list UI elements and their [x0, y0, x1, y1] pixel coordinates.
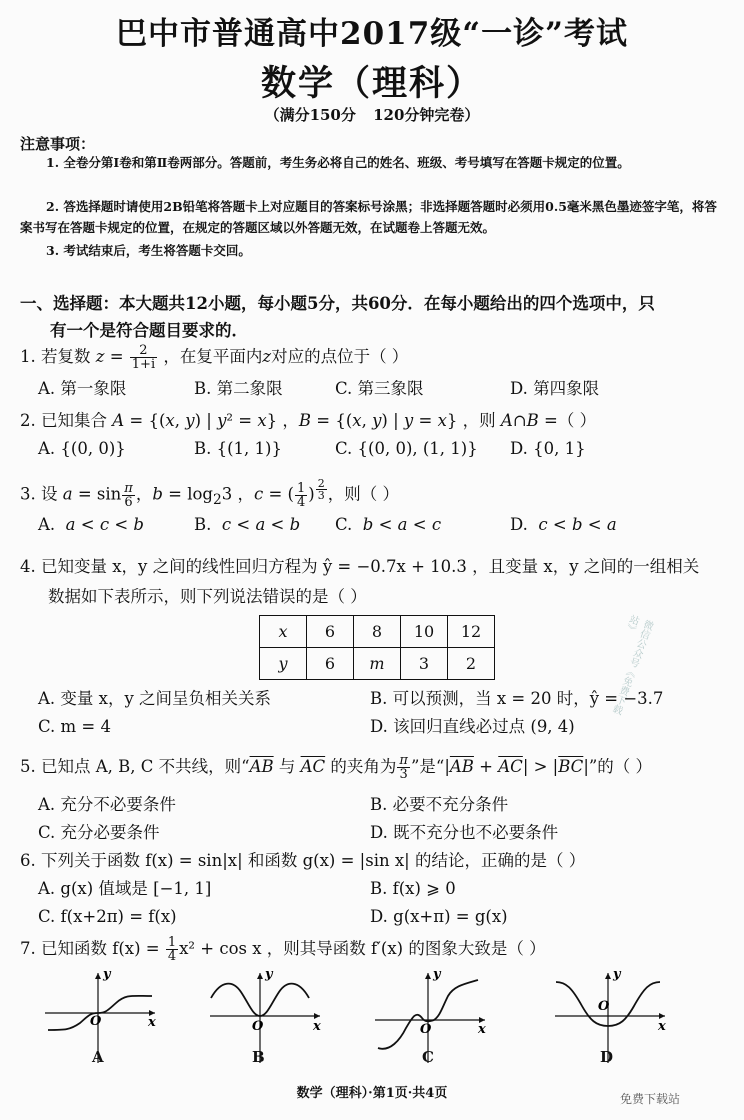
- q5-option-b: B. 必要不充分条件: [370, 795, 509, 814]
- table-row: [260, 648, 495, 680]
- watermark-text: 免费下载站: [620, 1092, 681, 1106]
- table-cell: 12: [448, 616, 495, 648]
- q5-text-a: 5. 已知点 A, B, C 不共线，则“: [20, 757, 250, 776]
- svg-text:y: y: [265, 968, 273, 982]
- q1-option-b: B. 第二象限: [194, 379, 283, 398]
- q7-graph-b: [205, 968, 325, 1068]
- q4-option-d: D. 该回归直线必过点 (9, 4): [370, 717, 575, 736]
- q3-option-a: A. a < c < b: [38, 515, 144, 534]
- section-line-2: 有一个是符合题目要求的．: [50, 321, 248, 340]
- q5-text-c: ”的（ ）: [588, 757, 653, 776]
- section-heading: [20, 290, 730, 344]
- table-cell: m: [354, 648, 401, 680]
- q2-option-d: D. {0, 1}: [510, 439, 586, 458]
- q5-option-c: C. 充分必要条件: [38, 823, 160, 842]
- table-cell: 3: [401, 648, 448, 680]
- q3-option-c: C. b < a < c: [335, 515, 442, 534]
- q7-graph-label-d: D: [600, 1048, 614, 1066]
- exam-subject: 数学（理科）: [260, 63, 483, 104]
- q5-text-b: ”是“: [410, 757, 445, 776]
- q7-graph-label-b: B: [252, 1048, 265, 1066]
- svg-text:y: y: [433, 968, 441, 982]
- svg-text:x: x: [148, 1015, 156, 1030]
- svg-text:y: y: [103, 968, 111, 982]
- q4-option-a: A. 变量 x，y 之间呈负相关关系: [38, 689, 272, 708]
- q2-option-b: B. {(1, 1)}: [194, 439, 282, 458]
- q5-option-a: A. 充分不必要条件: [38, 795, 176, 814]
- page-footer: 数学（理科）·第1页·共4页: [296, 1086, 448, 1101]
- q7-text-b: x² + cos x ，则其导函数 f′(x) 的图象大致是（ ）: [179, 939, 546, 958]
- svg-text:y: y: [613, 968, 621, 982]
- svg-text:O: O: [420, 1022, 432, 1037]
- question-7: 7. 已知函数 f(x) = $\frac{1}{4}$ x² + cos x ，则其导函数 f′(x) 的图象大致是（ ）: [20, 935, 546, 964]
- q2-option-a: A. {(0, 0)}: [38, 439, 126, 458]
- q4-data-table: [259, 615, 495, 680]
- section-line-1: 一、选择题：本大题共12小题，每小题5分，共60分．在每小题给出的四个选项中，只: [20, 294, 655, 313]
- svg-text:O: O: [90, 1014, 102, 1029]
- notice-heading: 注意事项：: [20, 135, 96, 153]
- question-4-line-2: 数据如下表所示，则下列说法错误的是（ ）: [48, 587, 367, 606]
- q1-text-c: 对应的点位于（ ）: [271, 347, 409, 366]
- notice-item-1: 1. 全卷分第Ⅰ卷和第Ⅱ卷两部分。答题前，考生务必将自己的姓名、班级、考号填写在答题卡规定的位置。: [46, 155, 630, 170]
- q6-option-b: B. f(x) ⩾ 0: [370, 879, 456, 898]
- table-row: [260, 616, 495, 648]
- exam-title: 巴中市普通高中2017级“一诊”考试: [116, 16, 628, 52]
- q1-text-b: ，在复平面内: [163, 347, 263, 366]
- question-4-line-1: 4. 已知变量 x，y 之间的线性回归方程为 ŷ = −0.7x + 10.3 ，且变量 x，y 之间的一组相关: [20, 557, 700, 576]
- q7-graph-label-c: C: [422, 1048, 434, 1066]
- q2-option-c: C. {(0, 0), (1, 1)}: [335, 439, 478, 458]
- q4-option-c: C. m = 4: [38, 717, 111, 736]
- q7-text-a: 7. 已知函数 f(x) =: [20, 939, 165, 958]
- q1-text-a: 1. 若复数: [20, 347, 91, 366]
- table-cell: 6: [307, 616, 354, 648]
- table-header-x: x: [260, 616, 307, 648]
- q6-option-c: C. f(x+2π) = f(x): [38, 907, 177, 926]
- question-2: 2. 已知集合 A = {(x, y) | y² = x} ，B = {(x, y) | y = x} ，则 A∩B =（ ）: [20, 411, 597, 430]
- q4-option-b: B. 可以预测，当 x = 20 时，ŷ = −3.7: [370, 689, 664, 708]
- table-header-y: y: [260, 648, 307, 680]
- q3-option-d: D. c < b < a: [510, 515, 617, 534]
- q1-option-d: D. 第四象限: [510, 379, 600, 398]
- svg-text:x: x: [313, 1019, 321, 1034]
- q6-option-a: A. g(x) 值域是 [−1, 1]: [38, 879, 212, 898]
- svg-text:x: x: [478, 1022, 486, 1037]
- q5-option-d: D. 既不充分也不必要条件: [370, 823, 559, 842]
- q3-option-b: B. c < a < b: [194, 515, 301, 534]
- question-6: 6. 下列关于函数 f(x) = sin|x| 和函数 g(x) = |sin x| 的结论，正确的是（ ）: [20, 851, 586, 870]
- table-cell: 10: [401, 616, 448, 648]
- table-cell: 6: [307, 648, 354, 680]
- notice-item-3: 3. 考试结束后，考生将答题卡交回。: [46, 243, 251, 258]
- q1-option-a: A. 第一象限: [38, 379, 127, 398]
- table-cell: 2: [448, 648, 495, 680]
- watermark-stamp: 微信公众号《免费下载站》: [609, 612, 654, 716]
- table-cell: 8: [354, 616, 401, 648]
- question-5: 5. 已知点 A, B, C 不共线，则“$\overline{AB}$ 与 $\overline{AC}$ 的夹角为 $\frac{\pi}{3}$ ”是“$|\overline{AB} + \overline{AC}| > |\overline{BC}|$”的（ ）: [20, 753, 653, 782]
- q1-fraction: $\frac{2}{1+i}$: [131, 343, 156, 372]
- svg-text:O: O: [598, 999, 610, 1014]
- exam-meta: （满分150分 120分钟完卷）: [264, 106, 480, 124]
- q1-option-c: C. 第三象限: [335, 379, 424, 398]
- q3-text: 3. 设: [20, 484, 58, 504]
- q7-graph-label-a: A: [92, 1048, 104, 1066]
- notice-item-2: 2. 答选择题时请使用2B铅笔将答题卡上对应题目的答案标号涂黑；非选择题答题时必须用0.5毫米黑色墨迹签字笔，将答案书写在答题卡规定的位置，在规定的答题区域以外答题无效，在试题卷上答题无效。: [20, 199, 717, 235]
- q3-tail: ，则（ ）: [327, 484, 399, 504]
- svg-text:x: x: [658, 1019, 666, 1034]
- question-1: 1. 若复数 z = $\frac{2}{1+i}$ ，在复平面内z对应的点位于（ ）: [20, 343, 409, 372]
- q2-text: 2. 已知集合: [20, 411, 107, 430]
- question-3: 3. 设 a = sin $\frac{\pi}{6}$ ，$b = \log_23$ ，c = ( $\frac{1}{4}$ ) $^{\frac{2}{3}}$ ，则（ ）: [20, 477, 399, 510]
- q6-option-d: D. g(x+π) = g(x): [370, 907, 508, 926]
- svg-text:O: O: [252, 1019, 264, 1034]
